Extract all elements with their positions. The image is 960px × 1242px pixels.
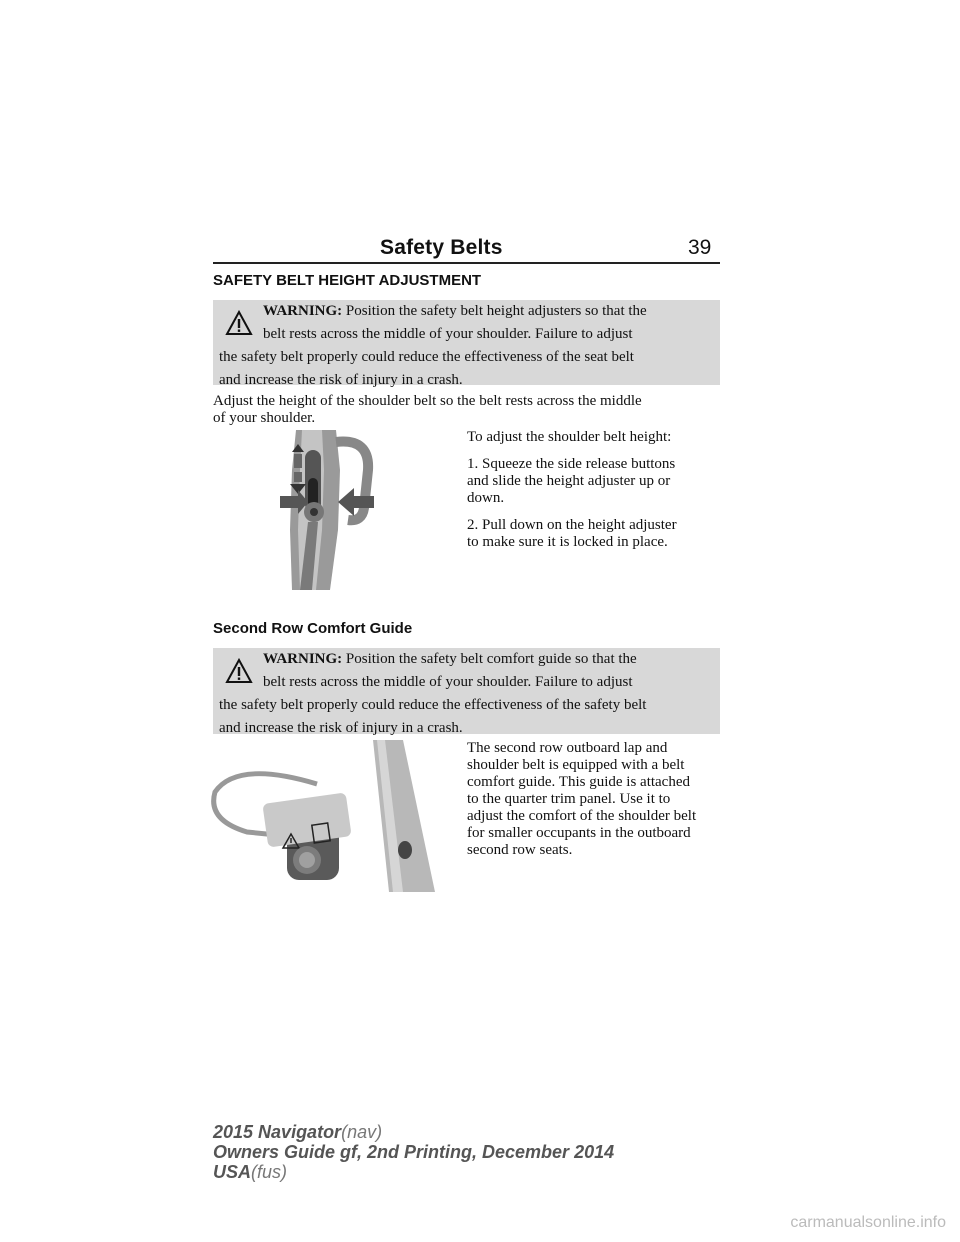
section-heading-height-adjustment: SAFETY BELT HEIGHT ADJUSTMENT — [213, 272, 482, 289]
warning-line: WARNING: Position the safety belt height adjusters so that the — [263, 303, 647, 319]
comfort-guide-description: The second row outboard lap and shoulder belt is equipped with a belt comfort guide. This guide is attached to the quarter trim panel. Use it to adjust the comfort of the shoulder belt for smaller occupants in the outboard second row seats. — [467, 740, 697, 858]
steps-intro: To adjust the shoulder belt height: — [467, 429, 672, 445]
intro-paragraph: Adjust the height of the shoulder belt so the belt rests across the middle of your shoulder. — [213, 393, 642, 426]
warning-line: WARNING: Position the safety belt comfort guide so that the — [263, 651, 637, 667]
warning-line: and increase the risk of injury in a crash. — [219, 372, 463, 388]
warning-label: WARNING: — [263, 651, 343, 667]
adjust-instructions — [467, 429, 727, 551]
page-header-title: Safety Belts — [380, 236, 503, 259]
warning-line: the safety belt properly could reduce the effectiveness of the safety belt — [219, 697, 647, 713]
header-divider — [213, 262, 720, 264]
page-number: 39 — [688, 236, 712, 259]
warning-triangle-icon — [225, 310, 253, 336]
warning-triangle-icon — [225, 658, 253, 684]
step-2: 2. Pull down on the height adjuster to make sure it is locked in place. — [467, 517, 677, 550]
warning-box-comfort-guide — [213, 648, 720, 734]
warning-line: belt rests across the middle of your shoulder. Failure to adjust — [263, 326, 633, 342]
step-1: 1. Squeeze the side release buttons and slide the height adjuster up or down. — [467, 456, 676, 506]
warning-line: and increase the risk of injury in a crash. — [219, 720, 463, 736]
warning-line: belt rests across the middle of your shoulder. Failure to adjust — [263, 674, 633, 690]
warning-line: the safety belt properly could reduce the effectiveness of the seat belt — [219, 349, 634, 365]
warning-box-height-adjustment — [213, 300, 720, 388]
section-heading-comfort-guide: Second Row Comfort Guide — [213, 620, 413, 637]
warning-label: WARNING: — [263, 303, 343, 319]
site-watermark: carmanualsonline.info — [790, 1214, 946, 1231]
comfort-guide-illustration — [207, 740, 437, 896]
height-adjuster-illustration — [278, 430, 376, 590]
document-footer: 2015 Navigator(nav) Owners Guide gf, 2nd Printing, December 2014 USA(fus) — [213, 1122, 615, 1182]
